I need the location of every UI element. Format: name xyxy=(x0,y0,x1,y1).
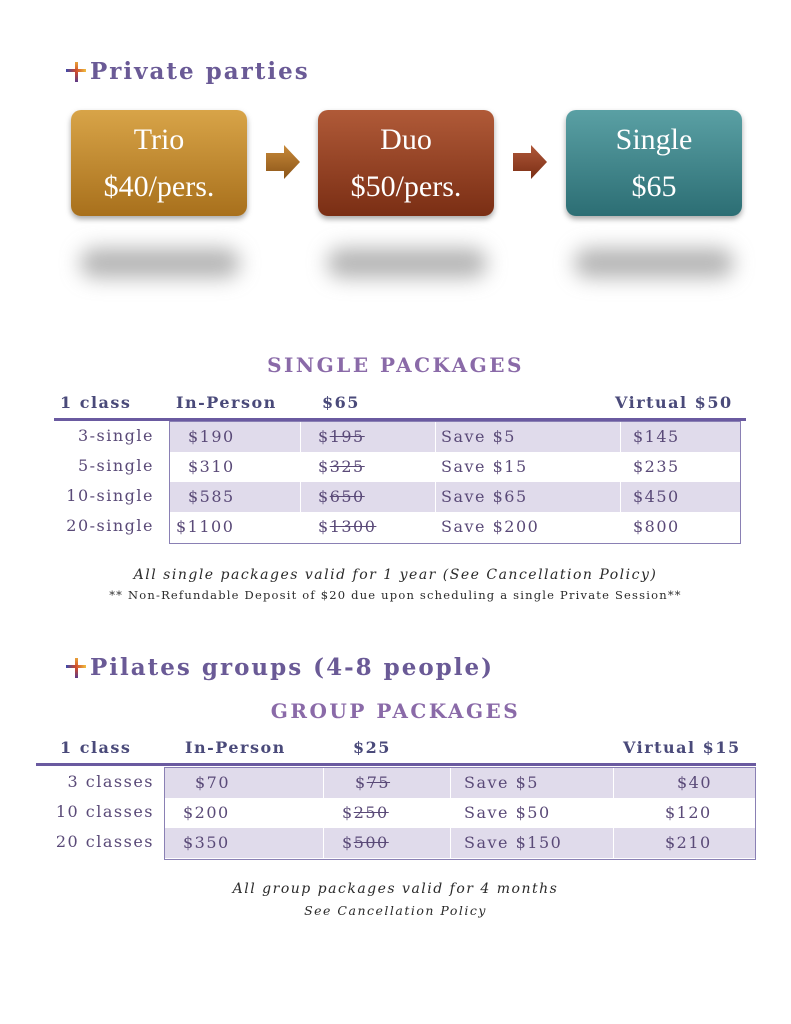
single-price: $65 xyxy=(631,170,677,203)
virtual-price-cell: $120 xyxy=(665,803,712,822)
single-packages-title: SINGLE PACKAGES xyxy=(267,353,524,377)
price-cell: $585 xyxy=(188,487,235,506)
virtual-price-cell: $210 xyxy=(665,833,712,852)
price-cell: $190 xyxy=(188,427,235,446)
trio-box xyxy=(71,110,247,216)
virtual-price-cell: $235 xyxy=(633,457,680,476)
duo-name: Duo xyxy=(380,123,432,156)
single-packages-table xyxy=(169,421,741,544)
virtual-price-cell: $145 xyxy=(633,427,680,446)
save-cell: Save $5 xyxy=(441,427,516,446)
group-packages-title: GROUP PACKAGES xyxy=(270,699,521,723)
table-row xyxy=(165,768,755,798)
box-shadow xyxy=(80,248,240,278)
original-price-cell: $1300 xyxy=(318,517,377,536)
original-price-cell: $75 xyxy=(355,773,391,792)
save-cell: Save $15 xyxy=(441,457,528,476)
header-virtual: Virtual $50 xyxy=(615,393,733,412)
save-cell: Save $50 xyxy=(464,803,551,822)
price-cell: $1100 xyxy=(176,517,235,536)
virtual-price-cell: $40 xyxy=(677,773,713,792)
single-box xyxy=(566,110,742,216)
row-label: 3 classes xyxy=(67,772,154,791)
original-price-cell: $195 xyxy=(318,427,365,446)
price-cell: $310 xyxy=(188,457,235,476)
original-price-cell: $650 xyxy=(318,487,365,506)
pilates-groups-heading xyxy=(66,654,494,681)
header-in-person-price: $25 xyxy=(353,738,391,757)
row-label: 10 classes xyxy=(55,802,154,821)
price-cell: $70 xyxy=(195,773,231,792)
bullet-cross-icon xyxy=(66,657,86,679)
pilates-groups-title: Pilates groups (4-8 people) xyxy=(90,654,495,681)
cancellation-note: See Cancellation Policy xyxy=(304,903,487,918)
row-label: 20 classes xyxy=(55,832,154,851)
single-name: Single xyxy=(615,123,693,156)
private-parties-title: Private parties xyxy=(90,58,310,85)
row-label: 3-single xyxy=(77,426,154,445)
deposit-note: ** Non-Refundable Deposit of $20 due upon scheduling a single Private Session** xyxy=(109,588,682,602)
header-in-person-price: $65 xyxy=(322,393,360,412)
save-cell: Save $65 xyxy=(441,487,528,506)
box-shadow xyxy=(327,248,487,278)
group-packages-table xyxy=(164,767,756,860)
duo-price: $50/pers. xyxy=(350,170,462,203)
arrow-right-icon xyxy=(511,143,549,181)
price-cell: $200 xyxy=(183,803,230,822)
header-one-class: 1 class xyxy=(60,393,132,412)
virtual-price-cell: $450 xyxy=(633,487,680,506)
header-in-person: In-Person xyxy=(176,393,277,412)
save-cell: Save $5 xyxy=(464,773,539,792)
row-label: 20-single xyxy=(66,516,154,535)
duo-box xyxy=(318,110,494,216)
group-validity-note: All group packages valid for 4 months xyxy=(232,881,559,897)
header-virtual: Virtual $15 xyxy=(623,738,741,757)
row-label: 10-single xyxy=(66,486,154,505)
trio-name: Trio xyxy=(133,123,185,156)
arrow-right-icon xyxy=(264,143,302,181)
header-rule xyxy=(36,763,756,766)
header-in-person: In-Person xyxy=(185,738,286,757)
trio-price: $40/pers. xyxy=(103,170,215,203)
save-cell: Save $150 xyxy=(464,833,563,852)
price-cell: $350 xyxy=(183,833,230,852)
row-label: 5-single xyxy=(77,456,154,475)
single-validity-note: All single packages valid for 1 year (See Cancellation Policy) xyxy=(133,567,658,583)
virtual-price-cell: $800 xyxy=(633,517,680,536)
bullet-cross-icon xyxy=(66,61,86,83)
private-parties-heading xyxy=(66,58,310,85)
original-price-cell: $250 xyxy=(342,803,389,822)
original-price-cell: $325 xyxy=(318,457,365,476)
save-cell: Save $200 xyxy=(441,517,540,536)
box-shadow xyxy=(574,248,734,278)
original-price-cell: $500 xyxy=(342,833,389,852)
header-one-class: 1 class xyxy=(60,738,132,757)
